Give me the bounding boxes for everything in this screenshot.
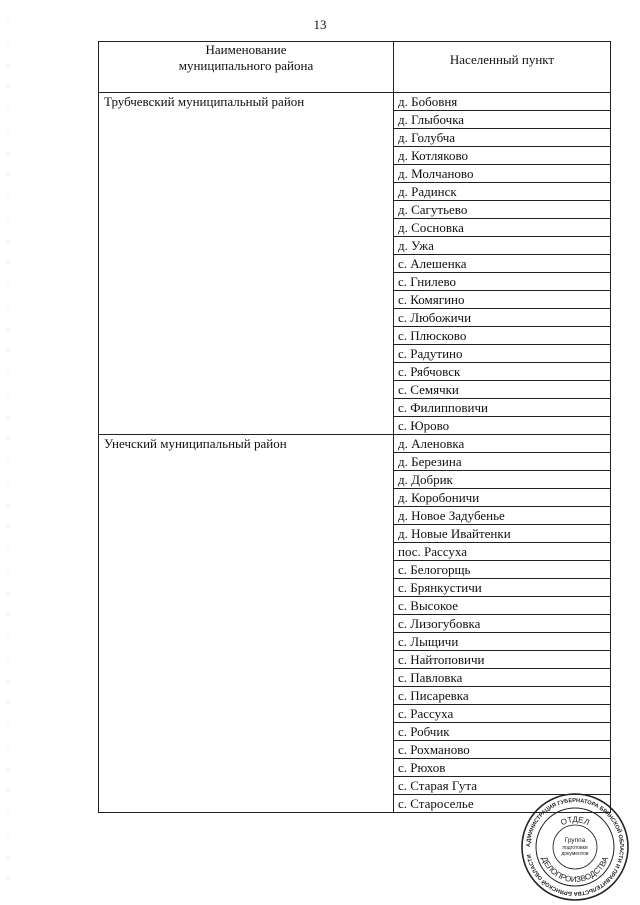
settlement-cell: д. Коробоничи [394,489,611,507]
settlement-cell: с. Рюхов [394,759,611,777]
settlement-cell: д. Котляково [394,147,611,165]
settlement-cell: д. Аленовка [394,435,611,453]
settlement-cell: с. Рохманово [394,741,611,759]
settlement-cell: с. Алешенка [394,255,611,273]
settlement-cell: с. Комягино [394,291,611,309]
table-header-row [99,42,611,93]
settlement-cell: с. Филипповичи [394,399,611,417]
header-settlement: Населенный пункт [394,42,611,93]
settlement-cell: с. Белогорщь [394,561,611,579]
settlement-cell: с. Семячки [394,381,611,399]
settlement-cell: с. Рябчовск [394,363,611,381]
settlements-table [98,41,611,813]
settlement-cell: д. Сагутьево [394,201,611,219]
settlement-cell: д. Сосновка [394,219,611,237]
settlement-cell: с. Высокое [394,597,611,615]
settlement-cell: с. Юрово [394,417,611,435]
settlement-cell: с. Радутино [394,345,611,363]
settlement-cell: с. Лыщичи [394,633,611,651]
table-row [99,435,611,453]
settlement-cell: с. Робчик [394,723,611,741]
settlement-cell: с. Найтоповичи [394,651,611,669]
header-district-line1: Наименование [205,42,287,57]
header-district [99,42,394,93]
settlement-cell: с. Староселье [394,795,611,813]
settlement-cell: д. Добрик [394,471,611,489]
stamp-outer-text: АДМИНИСТРАЦИЯ ГУБЕРНАТОРА БРЯНСКОЙ ОБЛАСТИ И ПРАВИТЕЛЬСТВА БРЯНСКОЙ ОБЛАСТИ [525,797,625,897]
stamp-center-line3: документов [561,851,589,857]
settlement-cell: с. Гнилево [394,273,611,291]
settlement-cell: д. Березина [394,453,611,471]
settlement-cell: д. Ужа [394,237,611,255]
page-number: 13 [313,17,327,32]
settlement-cell: д. Новые Ивайтенки [394,525,611,543]
settlement-cell: с. Плюсково [394,327,611,345]
settlement-cell: с. Писаревка [394,687,611,705]
settlement-cell: д. Новое Задубенье [394,507,611,525]
binding-hole-marks [5,10,11,890]
settlement-cell: пос. Рассуха [394,543,611,561]
stamp-inner-bottom: ДЕЛОПРОИЗВОДСТВА [539,855,611,885]
settlement-cell: с. Брянкустичи [394,579,611,597]
settlement-cell: с. Рассуха [394,705,611,723]
header-district-line2: муниципального района [178,58,314,73]
district-cell: Унечский муниципальный район [99,435,394,813]
settlement-cell: д. Бобовня [394,93,611,111]
settlement-cell: д. Голубча [394,129,611,147]
stamp-inner-top: ОТДЕЛ [559,814,591,828]
table-row [99,93,611,111]
office-stamp [516,792,634,902]
stamp-center-line1: Группа [564,837,586,844]
stamp-center-line2: подготовки [562,845,588,851]
settlement-cell: с. Любожичи [394,309,611,327]
settlement-cell: с. Павловка [394,669,611,687]
settlement-cell: с. Старая Гута [394,777,611,795]
district-cell: Трубчевский муниципальный район [99,93,394,435]
settlement-cell: д. Радинск [394,183,611,201]
settlement-cell: д. Глыбочка [394,111,611,129]
table-body [99,93,611,813]
settlement-cell: д. Молчаново [394,165,611,183]
settlement-cell: с. Лизогубовка [394,615,611,633]
